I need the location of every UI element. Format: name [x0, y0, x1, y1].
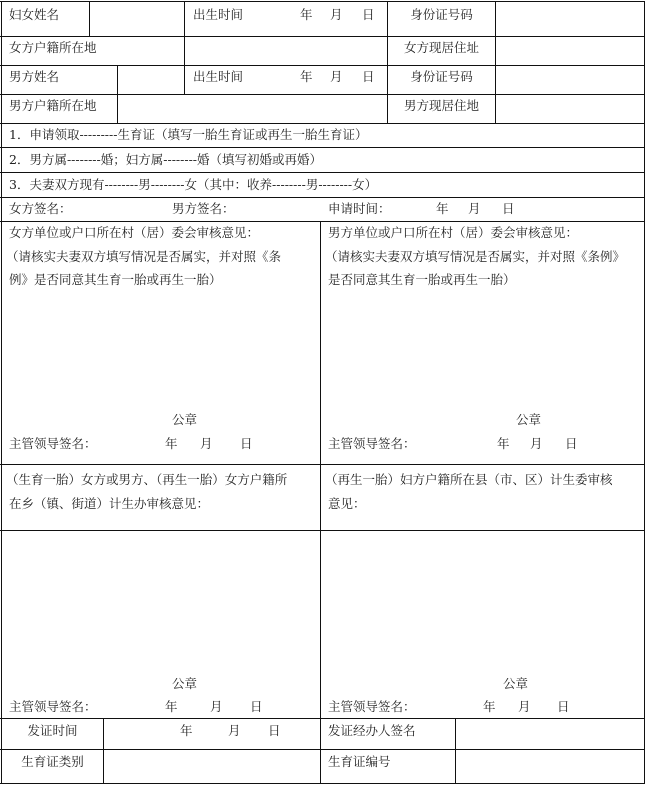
wife-village-month-unit: 月 — [200, 436, 213, 451]
husband-birth-year-unit: 年 — [300, 69, 313, 84]
divider — [495, 1, 496, 123]
border-top — [0, 1, 645, 2]
wife-hukou-field[interactable] — [186, 38, 386, 64]
county-seal: 公章 — [503, 676, 529, 691]
wife-village-review-note-2: 例》是否同意其生育一胎或再生一胎） — [9, 272, 222, 287]
husband-village-opinion-field[interactable] — [324, 292, 642, 404]
cert-number-label: 生育证编号 — [328, 754, 391, 769]
divider — [0, 749, 645, 750]
divider — [0, 464, 645, 465]
border-bottom — [0, 783, 645, 784]
issue-year-unit: 年 — [180, 723, 193, 738]
cert-number-field[interactable] — [457, 751, 643, 782]
wife-birth-month-unit: 月 — [330, 7, 343, 22]
divider — [103, 718, 104, 783]
issue-time-label: 发证时间 — [27, 723, 78, 738]
divider — [0, 147, 645, 148]
husband-village-review-note-1: （请核实夫妻双方填写情况是否属实，并对照《条例》 — [325, 249, 626, 264]
apply-time-label: 申请时间： — [328, 201, 391, 216]
husband-village-day-unit: 日 — [565, 436, 578, 451]
issue-day-unit: 日 — [268, 723, 281, 738]
husband-birth-day-unit: 日 — [362, 69, 375, 84]
wife-id-field[interactable] — [497, 3, 643, 35]
divider — [455, 718, 456, 783]
husband-address-label: 男方现居住地 — [403, 98, 479, 113]
town-review-title-2: 在乡（镇、街道）计生办审核意见： — [9, 496, 210, 511]
husband-village-review-title: 男方单位或户口所在村（居）委会审核意见： — [328, 225, 579, 240]
border-right — [644, 1, 645, 784]
wife-village-review-note-1: （请核实夫妻双方填写情况是否属实，并对照《条 — [6, 249, 282, 264]
handler-sign-label: 发证经办人签名 — [328, 723, 416, 738]
husband-village-leader-sign-label: 主管领导签名： — [328, 436, 416, 451]
husband-id-field[interactable] — [497, 67, 643, 93]
item-2-marital-status: 2．男方属--------婚；妇方属--------婚（填写初婚或再婚） — [9, 152, 323, 167]
divider — [0, 718, 645, 719]
county-day-unit: 日 — [557, 699, 570, 714]
wife-birth-year-unit: 年 — [300, 7, 313, 22]
wife-hukou-label: 女方户籍所在地 — [9, 40, 97, 55]
husband-signature-label: 男方签名： — [172, 201, 235, 216]
divider — [184, 36, 185, 65]
divider — [0, 123, 645, 124]
issue-month-unit: 月 — [228, 723, 241, 738]
wife-name-field[interactable] — [91, 3, 183, 35]
handler-sign-field[interactable] — [457, 720, 643, 748]
divider — [184, 1, 185, 36]
wife-name-label: 妇女姓名 — [9, 7, 60, 22]
county-month-unit: 月 — [518, 699, 531, 714]
husband-address-field[interactable] — [497, 96, 643, 122]
county-leader-sign-label: 主管领导签名： — [328, 699, 416, 714]
wife-village-leader-sign-label: 主管领导签名： — [9, 436, 97, 451]
county-opinion-field[interactable] — [324, 533, 642, 668]
divider — [117, 94, 118, 123]
divider — [0, 36, 645, 37]
county-review-title-2: 意见： — [328, 496, 366, 511]
town-year-unit: 年 — [165, 699, 178, 714]
divider — [0, 221, 645, 222]
husband-hukou-label: 男方户籍所在地 — [9, 98, 97, 113]
apply-month-unit: 月 — [468, 201, 481, 216]
husband-id-label: 身份证号码 — [410, 69, 473, 84]
town-seal: 公章 — [172, 676, 198, 691]
town-opinion-field[interactable] — [4, 533, 318, 668]
town-leader-sign-label: 主管领导签名： — [9, 699, 97, 714]
divider — [89, 1, 90, 36]
border-left — [1, 1, 2, 784]
county-year-unit: 年 — [483, 699, 496, 714]
cert-type-field[interactable] — [105, 751, 319, 782]
husband-hukou-field[interactable] — [119, 96, 386, 122]
divider — [184, 65, 185, 94]
divider — [0, 530, 645, 531]
husband-birth-label: 出生时间 — [193, 69, 244, 84]
wife-village-review-title: 女方单位或户口所在村（居）委会审核意见： — [9, 225, 260, 240]
wife-signature-label: 女方签名： — [9, 201, 72, 216]
town-day-unit: 日 — [250, 699, 263, 714]
wife-village-opinion-field[interactable] — [4, 292, 318, 404]
wife-village-seal: 公章 — [172, 412, 198, 427]
divider — [320, 221, 321, 783]
husband-village-year-unit: 年 — [497, 436, 510, 451]
town-review-title-1: （生育一胎）女方或男方、（再生一胎）女方户籍所 — [6, 472, 288, 487]
wife-birth-day-unit: 日 — [362, 7, 375, 22]
husband-birth-month-unit: 月 — [330, 69, 343, 84]
item-1-cert-type: 1．申请领取---------生育证（填写一胎生育证或再生一胎生育证） — [9, 127, 368, 142]
wife-id-label: 身份证号码 — [410, 7, 473, 22]
husband-village-review-note-2: 是否同意其生育一胎或再生一胎） — [328, 272, 516, 287]
wife-village-year-unit: 年 — [165, 436, 178, 451]
divider — [0, 197, 645, 198]
town-month-unit: 月 — [210, 699, 223, 714]
divider — [117, 65, 118, 94]
divider — [0, 172, 645, 173]
apply-day-unit: 日 — [502, 201, 515, 216]
wife-address-label: 女方现居住址 — [403, 40, 479, 55]
divider — [0, 65, 645, 66]
wife-village-day-unit: 日 — [240, 436, 253, 451]
cert-type-label: 生育证类别 — [21, 754, 84, 769]
divider — [0, 94, 645, 95]
wife-birth-label: 出生时间 — [193, 7, 244, 22]
husband-village-month-unit: 月 — [530, 436, 543, 451]
husband-name-label: 男方姓名 — [9, 69, 60, 84]
apply-year-unit: 年 — [436, 201, 449, 216]
wife-address-field[interactable] — [497, 38, 643, 64]
county-review-title-1: （再生一胎）妇方户籍所在县（市、区）计生委审核 — [325, 472, 613, 487]
husband-village-seal: 公章 — [516, 412, 542, 427]
husband-name-field[interactable] — [119, 67, 183, 93]
item-3-children-count: 3．夫妻双方现有--------男--------女（其中：收养--------男--------女） — [9, 177, 378, 192]
